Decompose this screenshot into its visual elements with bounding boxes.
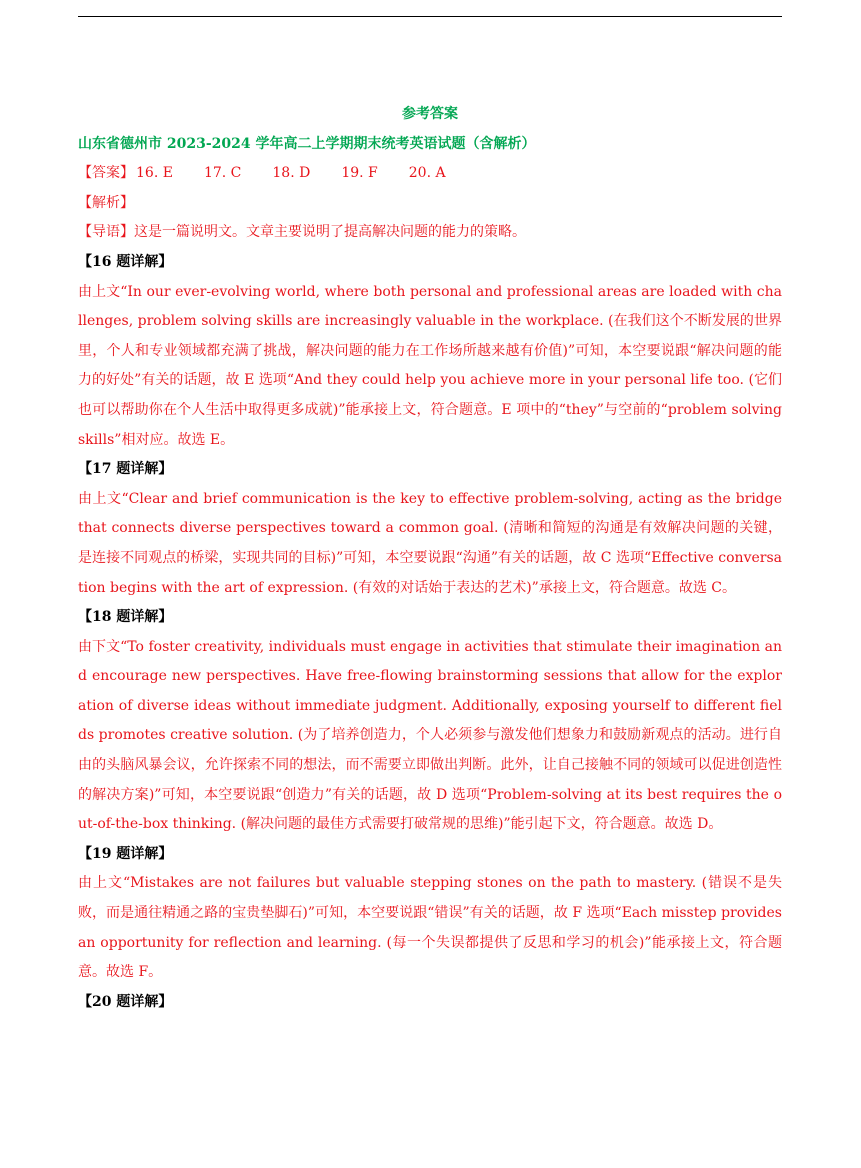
answer-document [78,100,782,1017]
document-title-text: 山东省德州市 2023-2024 学年高二上学期期末统考英语试题（含解析） [78,135,536,152]
guide-paragraph [78,218,782,248]
answer-key-row [78,159,782,189]
detail-18-heading [78,603,782,633]
page-heading [78,100,782,130]
document-title [78,130,782,160]
analysis-label-text: 【解析】 [78,194,134,211]
answer-item: 18. D [272,165,311,182]
detail-heading-text: 【19 题详解】 [78,845,173,862]
detail-16-text: 由上文“In our ever-evolving world, where both personal and professional areas are loaded with challenges, problem solving skills are increasingly valuable in the workplace. (在我们这个不断发展的世界里，个人和专业领域都充满了挑战，解决问题的能力在工作场所越来越有价值)”可知，本空要说跟“解决问题的能力的好处”有关的话题，故 E 选项“And they could help you achieve more in your personal life too. (它们也可以帮助你在个人生活中取得更多成就)”能承接上文，符合题意。E 项中的“they”与空前的“problem solving skills”相对应。故选 E。 [78,283,782,448]
detail-18-text: 由下文“To foster creativity, individuals must engage in activities that stimulate their imagination and encourage new perspectives. Have free-flowing brainstorming sessions that allow for the exploration of diverse ideas without immediate judgment. Additionally, exposing yourself to different fields promotes creative solution. (为了培养创造力，个人必须参与激发他们想象力和鼓励新观点的活动。进行自由的头脑风暴会议，允许探索不同的想法，而不需要立即做出判断。此外，让自己接触不同的领域可以促进创造性的解决方案)”可知，本空要说跟“创造力”有关的话题，故 D 选项“Problem-solving at its best requires the out-of-the-box thinking. (解决问题的最佳方式需要打破常规的思维)”能引起下文，符合题意。故选 D。 [78,638,782,833]
detail-19-heading [78,840,782,870]
heading-text: 参考答案 [402,106,458,122]
detail-heading-text: 【18 题详解】 [78,609,173,626]
guide-text: 这是一篇说明文。文章主要说明了提高解决问题的能力的策略。 [134,224,526,241]
answer-item: 19. F [341,165,378,182]
detail-heading-text: 【17 题详解】 [78,461,173,478]
answer-item: 20. A [408,165,446,182]
detail-17-heading [78,455,782,485]
detail-heading-text: 【20 题详解】 [78,993,173,1010]
detail-heading-text: 【16 题详解】 [78,253,173,270]
detail-20-heading [78,988,782,1018]
answer-item: 16. E [136,165,173,182]
answer-label: 【答案】 [78,165,134,182]
analysis-label [78,189,782,219]
header-rule [78,16,782,17]
detail-16-heading [78,248,782,278]
answer-item: 17. C [203,165,242,182]
detail-17-text: 由上文“Clear and brief communication is the key to effective problem-solving, acting as the bridge that connects diverse perspectives toward a common goal. (清晰和简短的沟通是有效解决问题的关键，是连接不同观点的桥梁，实现共同的目标)”可知，本空要说跟“沟通”有关的话题，故 C 选项“Effective conversation begins with the art of expression. (有效的对话始于表达的艺术)”承接上文，符合题意。故选 C。 [78,490,782,596]
guide-label: 【导语】 [78,224,134,241]
detail-19-text: 由上文“Mistakes are not failures but valuable stepping stones on the path to mastery. (错误不是失败，而是通往精通之路的宝贵垫脚石)”可知，本空要说跟“错误”有关的话题，故 F 选项“Each misstep provides an opportunity for reflection and learning. (每一个失误都提供了反思和学习的机会)”能承接上文，符合题意。故选 F。 [78,875,782,981]
